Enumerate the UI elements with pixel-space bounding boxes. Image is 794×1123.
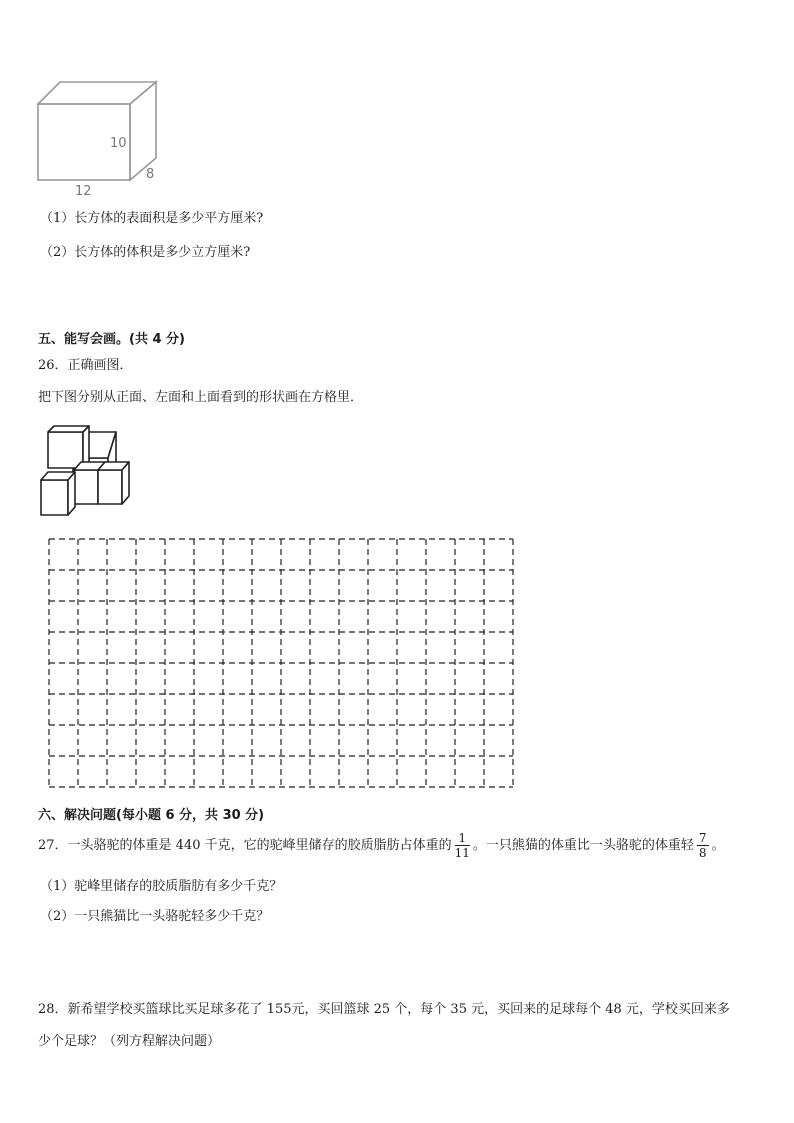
q26-title: 26．正确画图． bbox=[38, 358, 133, 373]
q27-fraction-2-numerator: 7 bbox=[698, 831, 707, 845]
cube-row-front-c bbox=[98, 470, 122, 504]
cube-front-left-front bbox=[41, 480, 68, 515]
q27-fraction-1-denominator: 11 bbox=[454, 846, 470, 860]
q27-text bbox=[38, 826, 725, 866]
q26-instruction: 把下图分别从正面、左面和上面看到的形状画在方格里． bbox=[38, 390, 364, 405]
cuboid-side-face bbox=[130, 82, 156, 180]
q27-fraction-1 bbox=[455, 831, 470, 860]
q27-fraction-2-denominator: 8 bbox=[698, 846, 707, 860]
q27-text-part1: 27．一头骆驼的体重是 440 千克，它的驼峰里储存的胶质脂肪占体重的 bbox=[38, 838, 452, 853]
q27-fraction-2 bbox=[697, 831, 709, 860]
q25-sub1: （1）长方体的表面积是多少平方厘米? bbox=[40, 211, 264, 226]
q27-sub1: （1）驼峰里储存的胶质脂肪有多少千克？ bbox=[40, 879, 283, 894]
section6-title: 六、解决问题(每小题 6 分，共 30 分) bbox=[38, 808, 265, 823]
cube-front-left-side bbox=[68, 472, 75, 515]
section5-title: 五、能写会画。(共 4 分) bbox=[38, 332, 185, 347]
cuboid-figure bbox=[30, 78, 170, 200]
cube-upper-front bbox=[48, 432, 83, 468]
q27-sub2: （2）一只熊猫比一头骆驼轻多少千克？ bbox=[40, 909, 270, 924]
cuboid-top-face bbox=[38, 82, 156, 104]
q28-line2: 少个足球？（列方程解决问题） bbox=[38, 1034, 221, 1049]
q25-sub2: （2）长方体的体积是多少立方厘米? bbox=[40, 245, 251, 260]
q27-fraction-1-numerator: 1 bbox=[455, 831, 470, 846]
cuboid-length-label: 12 bbox=[75, 184, 92, 199]
q27-text-part3: 。 bbox=[711, 838, 725, 853]
q28-line1: 28．新希望学校买篮球比买足球多花了 155元，买回篮球 25 个，每个 35 元，买回来的足球每个 48 元，学校买回来多 bbox=[38, 1002, 730, 1017]
cuboid-height-label: 10 bbox=[110, 136, 127, 151]
q27-text-part2: 。一只熊猫的体重比一头骆驼的体重轻 bbox=[472, 838, 694, 853]
dashed-answer-grid bbox=[48, 538, 522, 793]
cube-stack-figure bbox=[38, 424, 138, 518]
cube-row-side-c bbox=[122, 462, 129, 504]
cube-row-front-b bbox=[74, 470, 98, 504]
cuboid-depth-label: 8 bbox=[146, 167, 155, 182]
